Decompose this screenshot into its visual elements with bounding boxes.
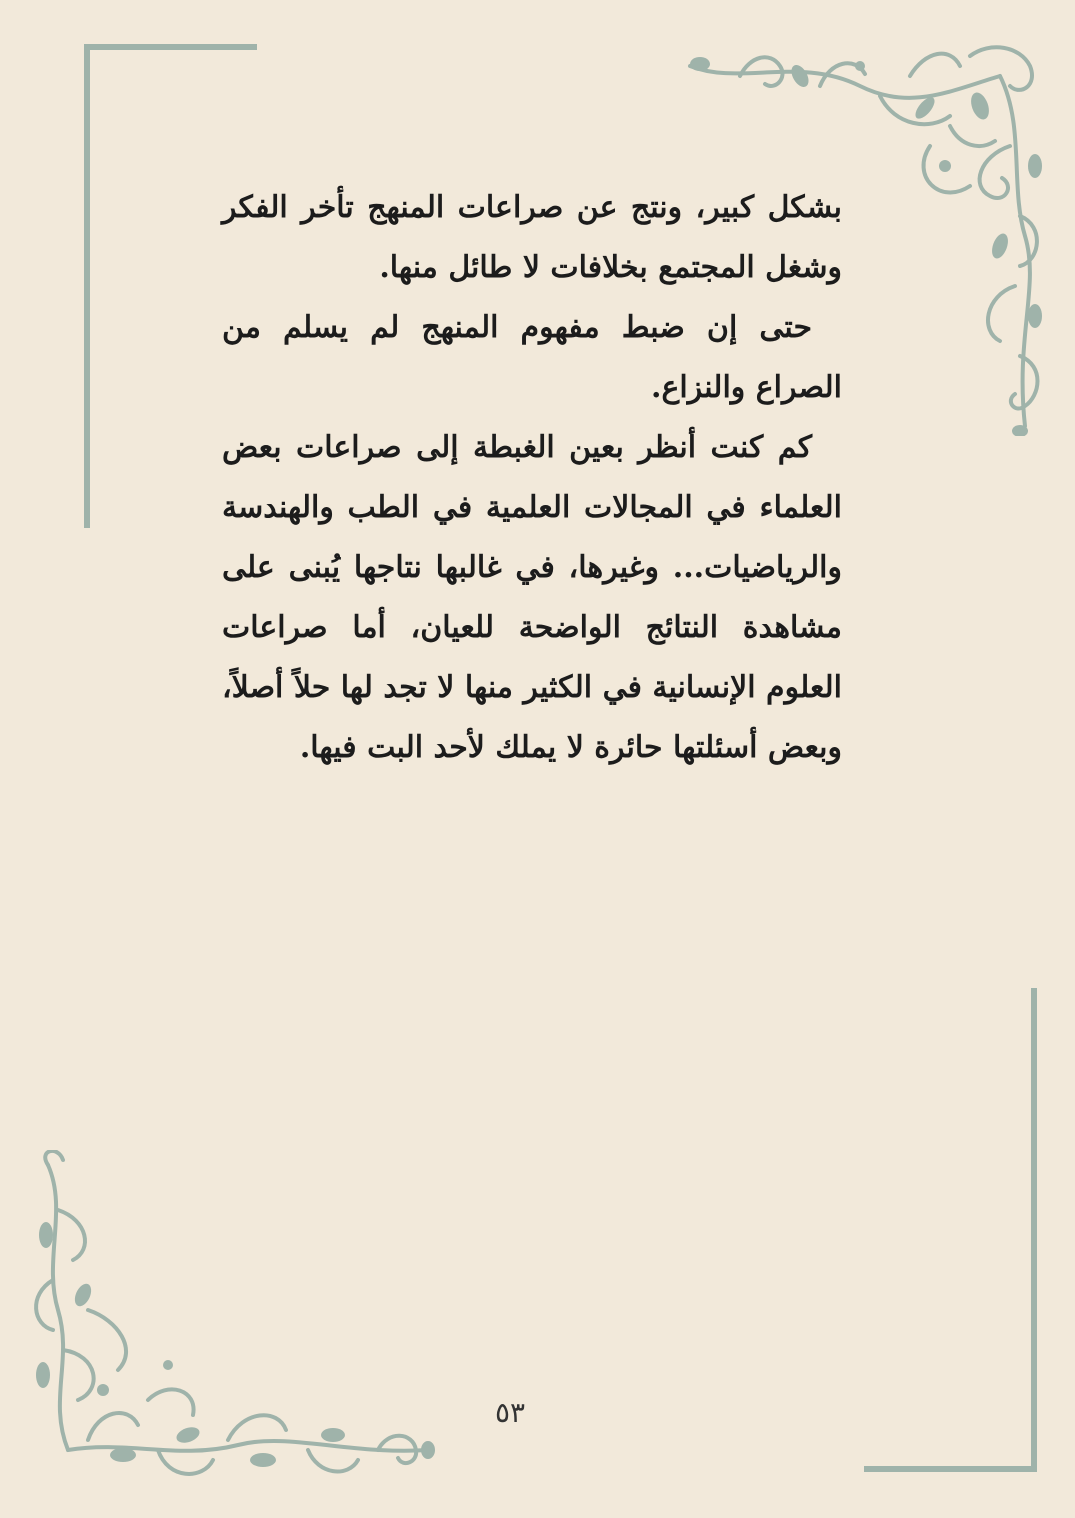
paragraph-2: حتى إن ضبط مفهوم المنهج لم يسلم من الصراع والنزاع.: [222, 310, 842, 405]
frame-top-left-vertical: [84, 44, 90, 528]
paragraph-1: بشكل كبير، ونتج عن صراعات المنهج تأخر الفكر وشغل المجتمع بخلافات لا طائل منها.: [222, 190, 842, 285]
body-text: [222, 178, 842, 778]
frame-top-left-horizontal: [84, 44, 257, 50]
frame-bottom-right-horizontal: [864, 1466, 1037, 1472]
page-number: ٥٣: [494, 1396, 526, 1429]
frame-bottom-right-vertical: [1031, 988, 1037, 1472]
paragraph-3: كم كنت أنظر بعين الغبطة إلى صراعات بعض العلماء في المجالات العلمية في الطب والهندسة والرياضيات... وغيرها، في غالبها نتاجها يُبنى على مشاهدة النتائج الواضحة للعيان، أما صراعات العلوم الإنسانية في الكثير منها لا تجد لها حلاً أصلاً، وبعض أسئلتها حائرة لا يملك لأحد البت فيها.: [222, 430, 842, 765]
floral-corner-bottom-left-icon: [28, 1150, 438, 1480]
